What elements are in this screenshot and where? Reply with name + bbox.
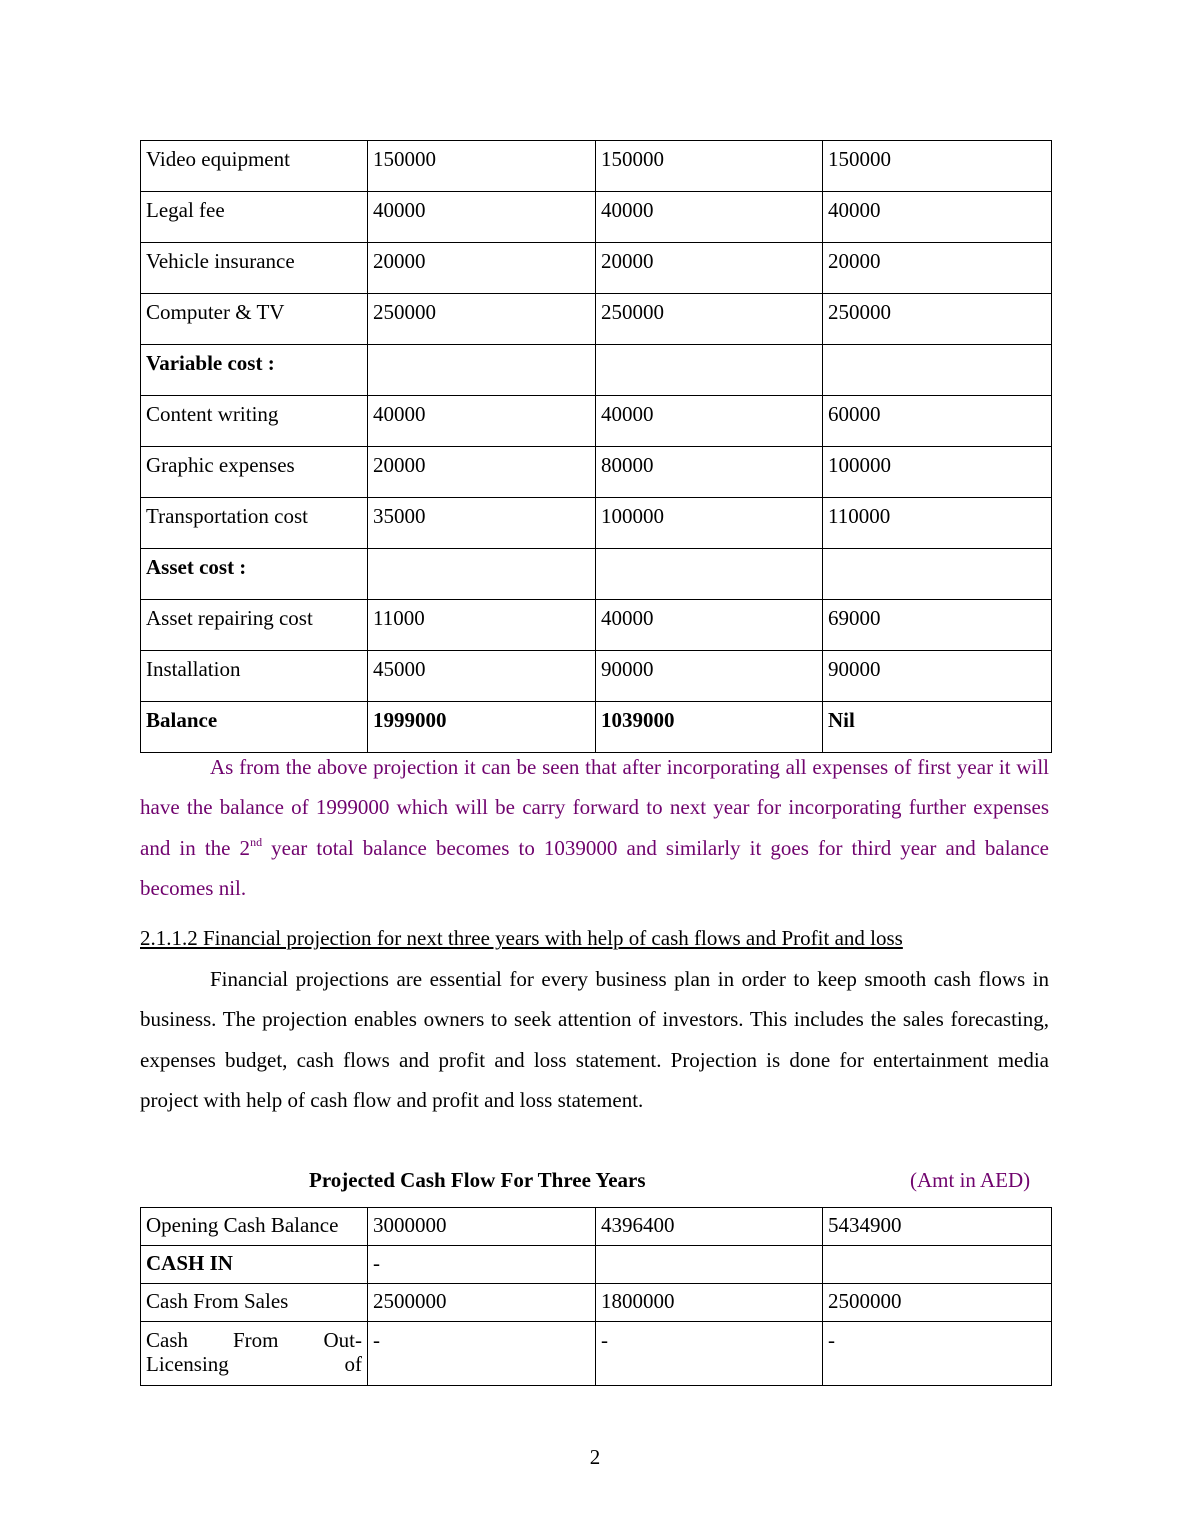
- table-row-balance: [141, 702, 1052, 753]
- expense-projection-table: [140, 140, 1052, 753]
- label-line-2: [146, 1352, 362, 1376]
- year3-value: 69000: [823, 600, 1052, 651]
- year3-value: 2500000: [823, 1284, 1052, 1322]
- year1-value: 250000: [368, 294, 596, 345]
- table-row: [141, 498, 1052, 549]
- label-word: Licensing: [146, 1352, 229, 1376]
- year2-value: 20000: [596, 243, 823, 294]
- year2-value: 1800000: [596, 1284, 823, 1322]
- cash-flow-title: Projected Cash Flow For Three Years: [309, 1168, 646, 1192]
- year3-value: [823, 1246, 1052, 1284]
- projection-summary-paragraph: [140, 747, 1049, 908]
- summary-text-1: As from the above projection it can be seen that after incorporating all expenses of first year it will have the balance of 1999000 which will be carry forward to next year for incorporating further expenses and in the 2: [140, 755, 1049, 860]
- year2-value: 80000: [596, 447, 823, 498]
- cash-flow-table: [140, 1207, 1052, 1386]
- year3-balance: Nil: [823, 702, 1052, 753]
- year1-value: 35000: [368, 498, 596, 549]
- balance-label: Balance: [141, 702, 368, 753]
- year1-value: 20000: [368, 447, 596, 498]
- row-label: Asset repairing cost: [141, 600, 368, 651]
- section-label: Asset cost :: [141, 549, 368, 600]
- year2-balance: 1039000: [596, 702, 823, 753]
- year1-value: 150000: [368, 141, 596, 192]
- year1-value: 40000: [368, 192, 596, 243]
- row-label: Transportation cost: [141, 498, 368, 549]
- year3-value: 40000: [823, 192, 1052, 243]
- section-label: Variable cost :: [141, 345, 368, 396]
- year3-value: 110000: [823, 498, 1052, 549]
- year2-value: 4396400: [596, 1208, 823, 1246]
- year3-value: 5434900: [823, 1208, 1052, 1246]
- label-word: Out-: [323, 1328, 362, 1352]
- year3-value: 20000: [823, 243, 1052, 294]
- table-row: [141, 600, 1052, 651]
- table-row: [141, 294, 1052, 345]
- table-row: [141, 1322, 1052, 1386]
- year1-value: 20000: [368, 243, 596, 294]
- year3-value: 60000: [823, 396, 1052, 447]
- year3-value: [823, 549, 1052, 600]
- year2-value: 40000: [596, 600, 823, 651]
- year3-value: 250000: [823, 294, 1052, 345]
- year2-value: [596, 549, 823, 600]
- table-row-section: [141, 1246, 1052, 1284]
- year2-value: 40000: [596, 396, 823, 447]
- year1-value: -: [368, 1322, 596, 1386]
- paragraph-text: Financial projections are essential for every business plan in order to keep smooth cash flows in business. The projection enables owners to seek attention of investors. This includes the sales forecasting, expenses budget, cash flows and profit and loss statement. Projection is done for entertainment media project with help of cash flow and profit and loss statement.: [140, 967, 1049, 1112]
- year1-value: 40000: [368, 396, 596, 447]
- year2-value: 40000: [596, 192, 823, 243]
- year1-value: 3000000: [368, 1208, 596, 1246]
- section-heading: 2.1.1.2 Financial projection for next three years with help of cash flows and Profit and loss: [140, 926, 903, 950]
- table-row: [141, 396, 1052, 447]
- row-label: Opening Cash Balance: [141, 1208, 368, 1246]
- year1-value: [368, 345, 596, 396]
- year3-value: 90000: [823, 651, 1052, 702]
- year2-value: 90000: [596, 651, 823, 702]
- summary-text-2: year total balance becomes to 1039000 and similarly it goes for third year and balance becomes nil.: [140, 835, 1050, 900]
- year1-value: 2500000: [368, 1284, 596, 1322]
- row-label: Video equipment: [141, 141, 368, 192]
- year2-value: 250000: [596, 294, 823, 345]
- year1-value: 45000: [368, 651, 596, 702]
- page-number: 2: [589, 1445, 601, 1469]
- label-word: From: [232, 1328, 279, 1352]
- year2-value: [596, 345, 823, 396]
- table-row-section: [141, 345, 1052, 396]
- row-label: Vehicle insurance: [141, 243, 368, 294]
- row-label: Installation: [141, 651, 368, 702]
- row-label: Content writing: [141, 396, 368, 447]
- row-label: Legal fee: [141, 192, 368, 243]
- label-word: of: [344, 1352, 362, 1376]
- year3-value: 150000: [823, 141, 1052, 192]
- label-line-1: [146, 1328, 362, 1352]
- year1-value: -: [368, 1246, 596, 1284]
- year2-value: [596, 1246, 823, 1284]
- row-label: [141, 1322, 368, 1386]
- ordinal-suffix: nd: [250, 834, 263, 849]
- section-label: CASH IN: [141, 1246, 368, 1284]
- table-row: [141, 141, 1052, 192]
- year3-value: [823, 345, 1052, 396]
- row-label: Graphic expenses: [141, 447, 368, 498]
- year1-balance: 1999000: [368, 702, 596, 753]
- table-row: [141, 651, 1052, 702]
- table-row: [141, 447, 1052, 498]
- year3-value: 100000: [823, 447, 1052, 498]
- year3-value: -: [823, 1322, 1052, 1386]
- financial-projection-paragraph: [140, 959, 1049, 1120]
- table-row: [141, 1208, 1052, 1246]
- row-label: Computer & TV: [141, 294, 368, 345]
- year1-value: [368, 549, 596, 600]
- year2-value: 150000: [596, 141, 823, 192]
- table-row: [141, 192, 1052, 243]
- row-label: Cash From Sales: [141, 1284, 368, 1322]
- label-word: Cash: [146, 1328, 188, 1352]
- year1-value: 11000: [368, 600, 596, 651]
- year2-value: -: [596, 1322, 823, 1386]
- table-row-section: [141, 549, 1052, 600]
- table-row: [141, 1284, 1052, 1322]
- table-row: [141, 243, 1052, 294]
- year2-value: 100000: [596, 498, 823, 549]
- amount-unit-label: (Amt in AED): [910, 1168, 1031, 1192]
